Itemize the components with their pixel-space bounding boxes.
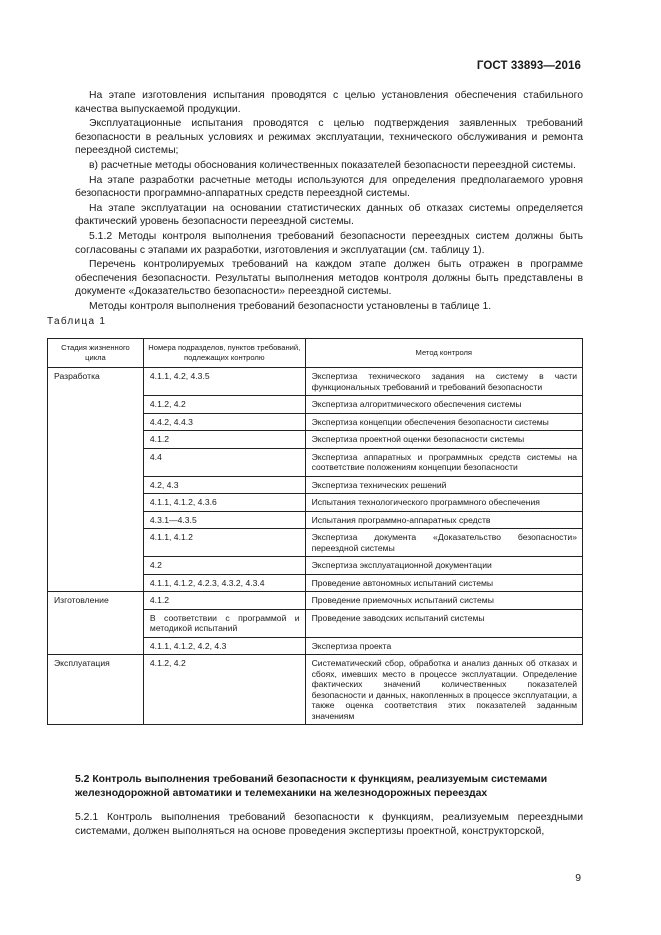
- paragraph: Перечень контролируемых требований на каждом этапе должен быть отражен в программе обеспечения безопасности. Результаты выполнения методов контроля должны быть представлены в документе «Доказательство безопасности» переездной системы.: [75, 259, 583, 298]
- table-row: [48, 413, 583, 431]
- table-row: [48, 592, 583, 610]
- method-cell: Экспертиза концепции обеспечения безопасности системы: [305, 413, 582, 431]
- items-cell: 4.3.1—4.3.5: [143, 511, 305, 529]
- items-cell: 4.1.1, 4.1.2, 4.2.3, 4.3.2, 4.3.4: [143, 574, 305, 592]
- items-cell: 4.2: [143, 557, 305, 575]
- header-stage: Стадия жизненного цикла: [48, 339, 144, 368]
- table-row: [48, 609, 583, 637]
- method-cell: Экспертиза документа «Доказательство безопасности» переездной системы: [305, 529, 582, 557]
- table-header-row: [48, 339, 583, 368]
- method-cell: Экспертиза аппаратных и программных средств системы на соответствие положениям концепции безопасности: [305, 448, 582, 476]
- method-cell: Экспертиза технических решений: [305, 476, 582, 494]
- table-row: [48, 494, 583, 512]
- items-cell: 4.4.2, 4.4.3: [143, 413, 305, 431]
- method-cell: Испытания технологического программного обеспечения: [305, 494, 582, 512]
- table-row: [48, 368, 583, 396]
- paragraph: На этапе изготовления испытания проводятся с целью установления обеспечения стабильного качества выпускаемой продукции.: [75, 90, 583, 115]
- items-cell: 4.1.1, 4.1.2: [143, 529, 305, 557]
- table-row: [48, 511, 583, 529]
- table-row: [48, 448, 583, 476]
- paragraph: Эксплуатационные испытания проводятся с целью подтверждения заявленных требований безопасности в реальных условиях и режимах эксплуатации, технического обслуживания и ремонта переездной системы;: [75, 118, 583, 157]
- paragraph: Методы контроля выполнения требований безопасности установлены в таблице 1.: [89, 300, 492, 312]
- methods-table: [47, 338, 583, 725]
- items-cell: 4.1.1, 4.1.2, 4.3.6: [143, 494, 305, 512]
- stage-cell: Изготовление: [48, 592, 144, 610]
- items-cell: 4.2, 4.3: [143, 476, 305, 494]
- paragraph: 5.1.2 Методы контроля выполнения требований безопасности переездных систем должны быть согласованы с этапами их разработки, изготовления и эксплуатации (см. таблицу 1).: [75, 230, 583, 256]
- paragraph: 5.2.1 Контроль выполнения требований безопасности к функциям, реализуемым переездными системами, должен выполняться на основе проведения экспертизы проектной, конструкторской,: [75, 812, 583, 837]
- section-heading: 5.2 Контроль выполнения требований безопасности к функциям, реализуемым системами железнодорожной автоматики и телемеханики на железнодорожных переездах: [75, 774, 548, 799]
- method-cell: Экспертиза эксплуатационной документации: [305, 557, 582, 575]
- document-code: ГОСТ 33893—2016: [476, 60, 581, 72]
- method-cell: Проведение приемочных испытаний системы: [305, 592, 582, 610]
- table-row: [48, 557, 583, 575]
- stage-cell: Разработка: [48, 368, 144, 396]
- paragraph: в) расчетные методы обоснования количественных показателей безопасности переездной системы.: [89, 159, 576, 171]
- paragraph: На этапе эксплуатации на основании статистических данных об отказах системы определяется фактический уровень безопасности переездной системы.: [75, 202, 583, 228]
- table-row: [48, 655, 583, 725]
- stage-cell: Эксплуатация: [48, 655, 144, 725]
- items-cell: 4.1.1, 4.1.2, 4.2, 4.3: [143, 637, 305, 655]
- items-cell: 4.4: [143, 448, 305, 476]
- method-cell: Систематический сбор, обработка и анализ данных об отказах и сбоях, имевших место в процессе эксплуатации. Определение фактических значений количественных показателей безопасности и данных, накопленных в процессе эксплуатации, а также оценка соответствия этих показателей заданным значениям: [305, 655, 582, 725]
- header-method: Метод контроля: [305, 339, 582, 368]
- table-row: [48, 476, 583, 494]
- header-items: Номера подразделов, пунктов требований, подлежащих контролю: [143, 339, 305, 368]
- items-cell: В соответствии с программой и методикой испытаний: [143, 609, 305, 637]
- table-row: [48, 431, 583, 449]
- method-cell: Экспертиза проектной оценки безопасности системы: [305, 431, 582, 449]
- table-row: [48, 529, 583, 557]
- paragraph: На этапе разработки расчетные методы используются для определения предполагаемого уровня безопасности программно-аппаратных средств переездной системы.: [75, 174, 583, 200]
- method-cell: Проведение автономных испытаний системы: [305, 574, 582, 592]
- items-cell: 4.1.2: [143, 431, 305, 449]
- table-row: [48, 574, 583, 592]
- page-number: 9: [575, 873, 581, 884]
- items-cell: 4.1.2, 4.2: [143, 655, 305, 725]
- method-cell: Испытания программно-аппаратных средств: [305, 511, 582, 529]
- table-row: [48, 396, 583, 414]
- method-cell: Экспертиза технического задания на систему в части функциональных требований и требований безопасности: [305, 368, 582, 396]
- table-caption: Таблица 1: [47, 316, 107, 327]
- method-cell: Экспертиза проекта: [305, 637, 582, 655]
- items-cell: 4.1.2, 4.2: [143, 396, 305, 414]
- method-cell: Экспертиза алгоритмического обеспечения системы: [305, 396, 582, 414]
- body-text: [75, 89, 583, 314]
- items-cell: 4.1.1, 4.2, 4.3.5: [143, 368, 305, 396]
- items-cell: 4.1.2: [143, 592, 305, 610]
- method-cell: Проведение заводских испытаний системы: [305, 609, 582, 637]
- table-row: [48, 637, 583, 655]
